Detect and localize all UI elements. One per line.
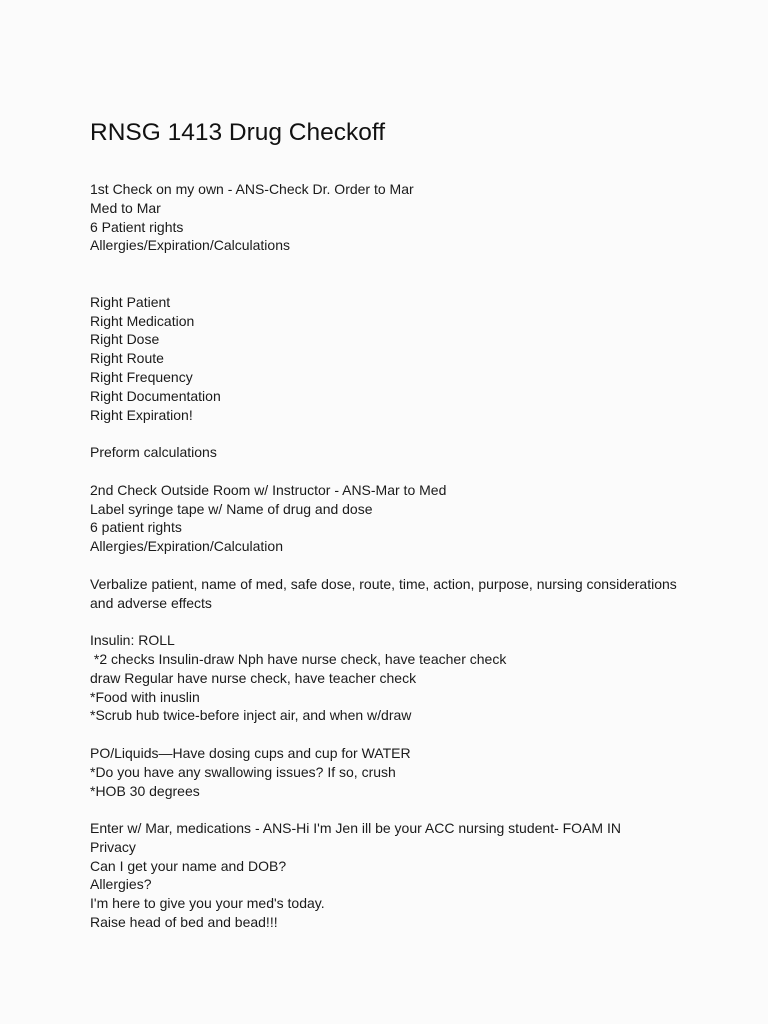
spacer xyxy=(90,800,678,819)
text-line: Right Patient xyxy=(90,293,171,310)
text-line: *Food with inuslin xyxy=(90,688,200,705)
text-line: Allergies? xyxy=(90,876,152,893)
section-po-liquids xyxy=(90,744,678,800)
text-line: Right Medication xyxy=(90,312,195,329)
spacer xyxy=(90,424,678,443)
text-line: *Scrub hub twice-before inject air, and when w/draw xyxy=(90,707,412,724)
section-patient-rights xyxy=(90,293,678,425)
text-line: *2 checks Insulin-draw Nph have nurse check, have teacher check xyxy=(90,650,507,667)
text-line: draw Regular have nurse check, have teacher check xyxy=(90,669,417,686)
spacer xyxy=(90,612,678,631)
text-line: 6 Patient rights xyxy=(90,218,184,235)
text-line: Right Documentation xyxy=(90,387,221,404)
section-verbalize xyxy=(90,575,678,613)
section-enter-room xyxy=(90,819,678,932)
text-line: 6 patient rights xyxy=(90,519,182,536)
text-line: *Do you have any swallowing issues? If so, crush xyxy=(90,763,396,780)
text-line: Can I get your name and DOB? xyxy=(90,857,287,874)
section-calculations xyxy=(90,443,678,462)
text-line: 2nd Check Outside Room w/ Instructor - ANS-Mar to Med xyxy=(90,481,447,498)
document-title: RNSG 1413 Drug Checkoff xyxy=(90,119,386,146)
text-line: Insulin: ROLL xyxy=(90,632,175,649)
text-line: Verbalize patient, name of med, safe dose, route, time, action, purpose, nursing considerations xyxy=(90,575,677,592)
text-line: I'm here to give you your med's today. xyxy=(90,895,325,912)
text-line: Med to Mar xyxy=(90,199,161,216)
spacer xyxy=(90,725,678,744)
text-line: 1st Check on my own - ANS-Check Dr. Order to Mar xyxy=(90,181,414,197)
text-line: Enter w/ Mar, medications - ANS-Hi I'm Jen ill be your ACC nursing student- FOAM IN xyxy=(90,820,621,837)
text-line: Privacy xyxy=(90,838,136,855)
text-line: Allergies/Expiration/Calculation xyxy=(90,538,283,555)
spacer xyxy=(90,462,678,481)
spacer xyxy=(90,556,678,575)
text-line: and adverse effects xyxy=(90,594,212,611)
text-line: PO/Liquids—Have dosing cups and cup for WATER xyxy=(90,744,411,761)
text-line: Right Route xyxy=(90,350,164,367)
text-line: Allergies/Expiration/Calculations xyxy=(90,237,290,254)
text-line: Right Frequency xyxy=(90,368,193,385)
text-line: Raise head of bed and bead!!! xyxy=(90,914,278,931)
document-body xyxy=(90,180,678,932)
text-line: Preform calculations xyxy=(90,444,217,461)
text-line: Label syringe tape w/ Name of drug and dose xyxy=(90,500,373,517)
spacer xyxy=(90,255,678,293)
section-insulin xyxy=(90,631,678,725)
text-line: *HOB 30 degrees xyxy=(90,782,200,799)
section-second-check xyxy=(90,481,678,556)
section-first-check xyxy=(90,180,678,255)
text-line: Right Dose xyxy=(90,331,160,348)
text-line: Right Expiration! xyxy=(90,406,193,423)
